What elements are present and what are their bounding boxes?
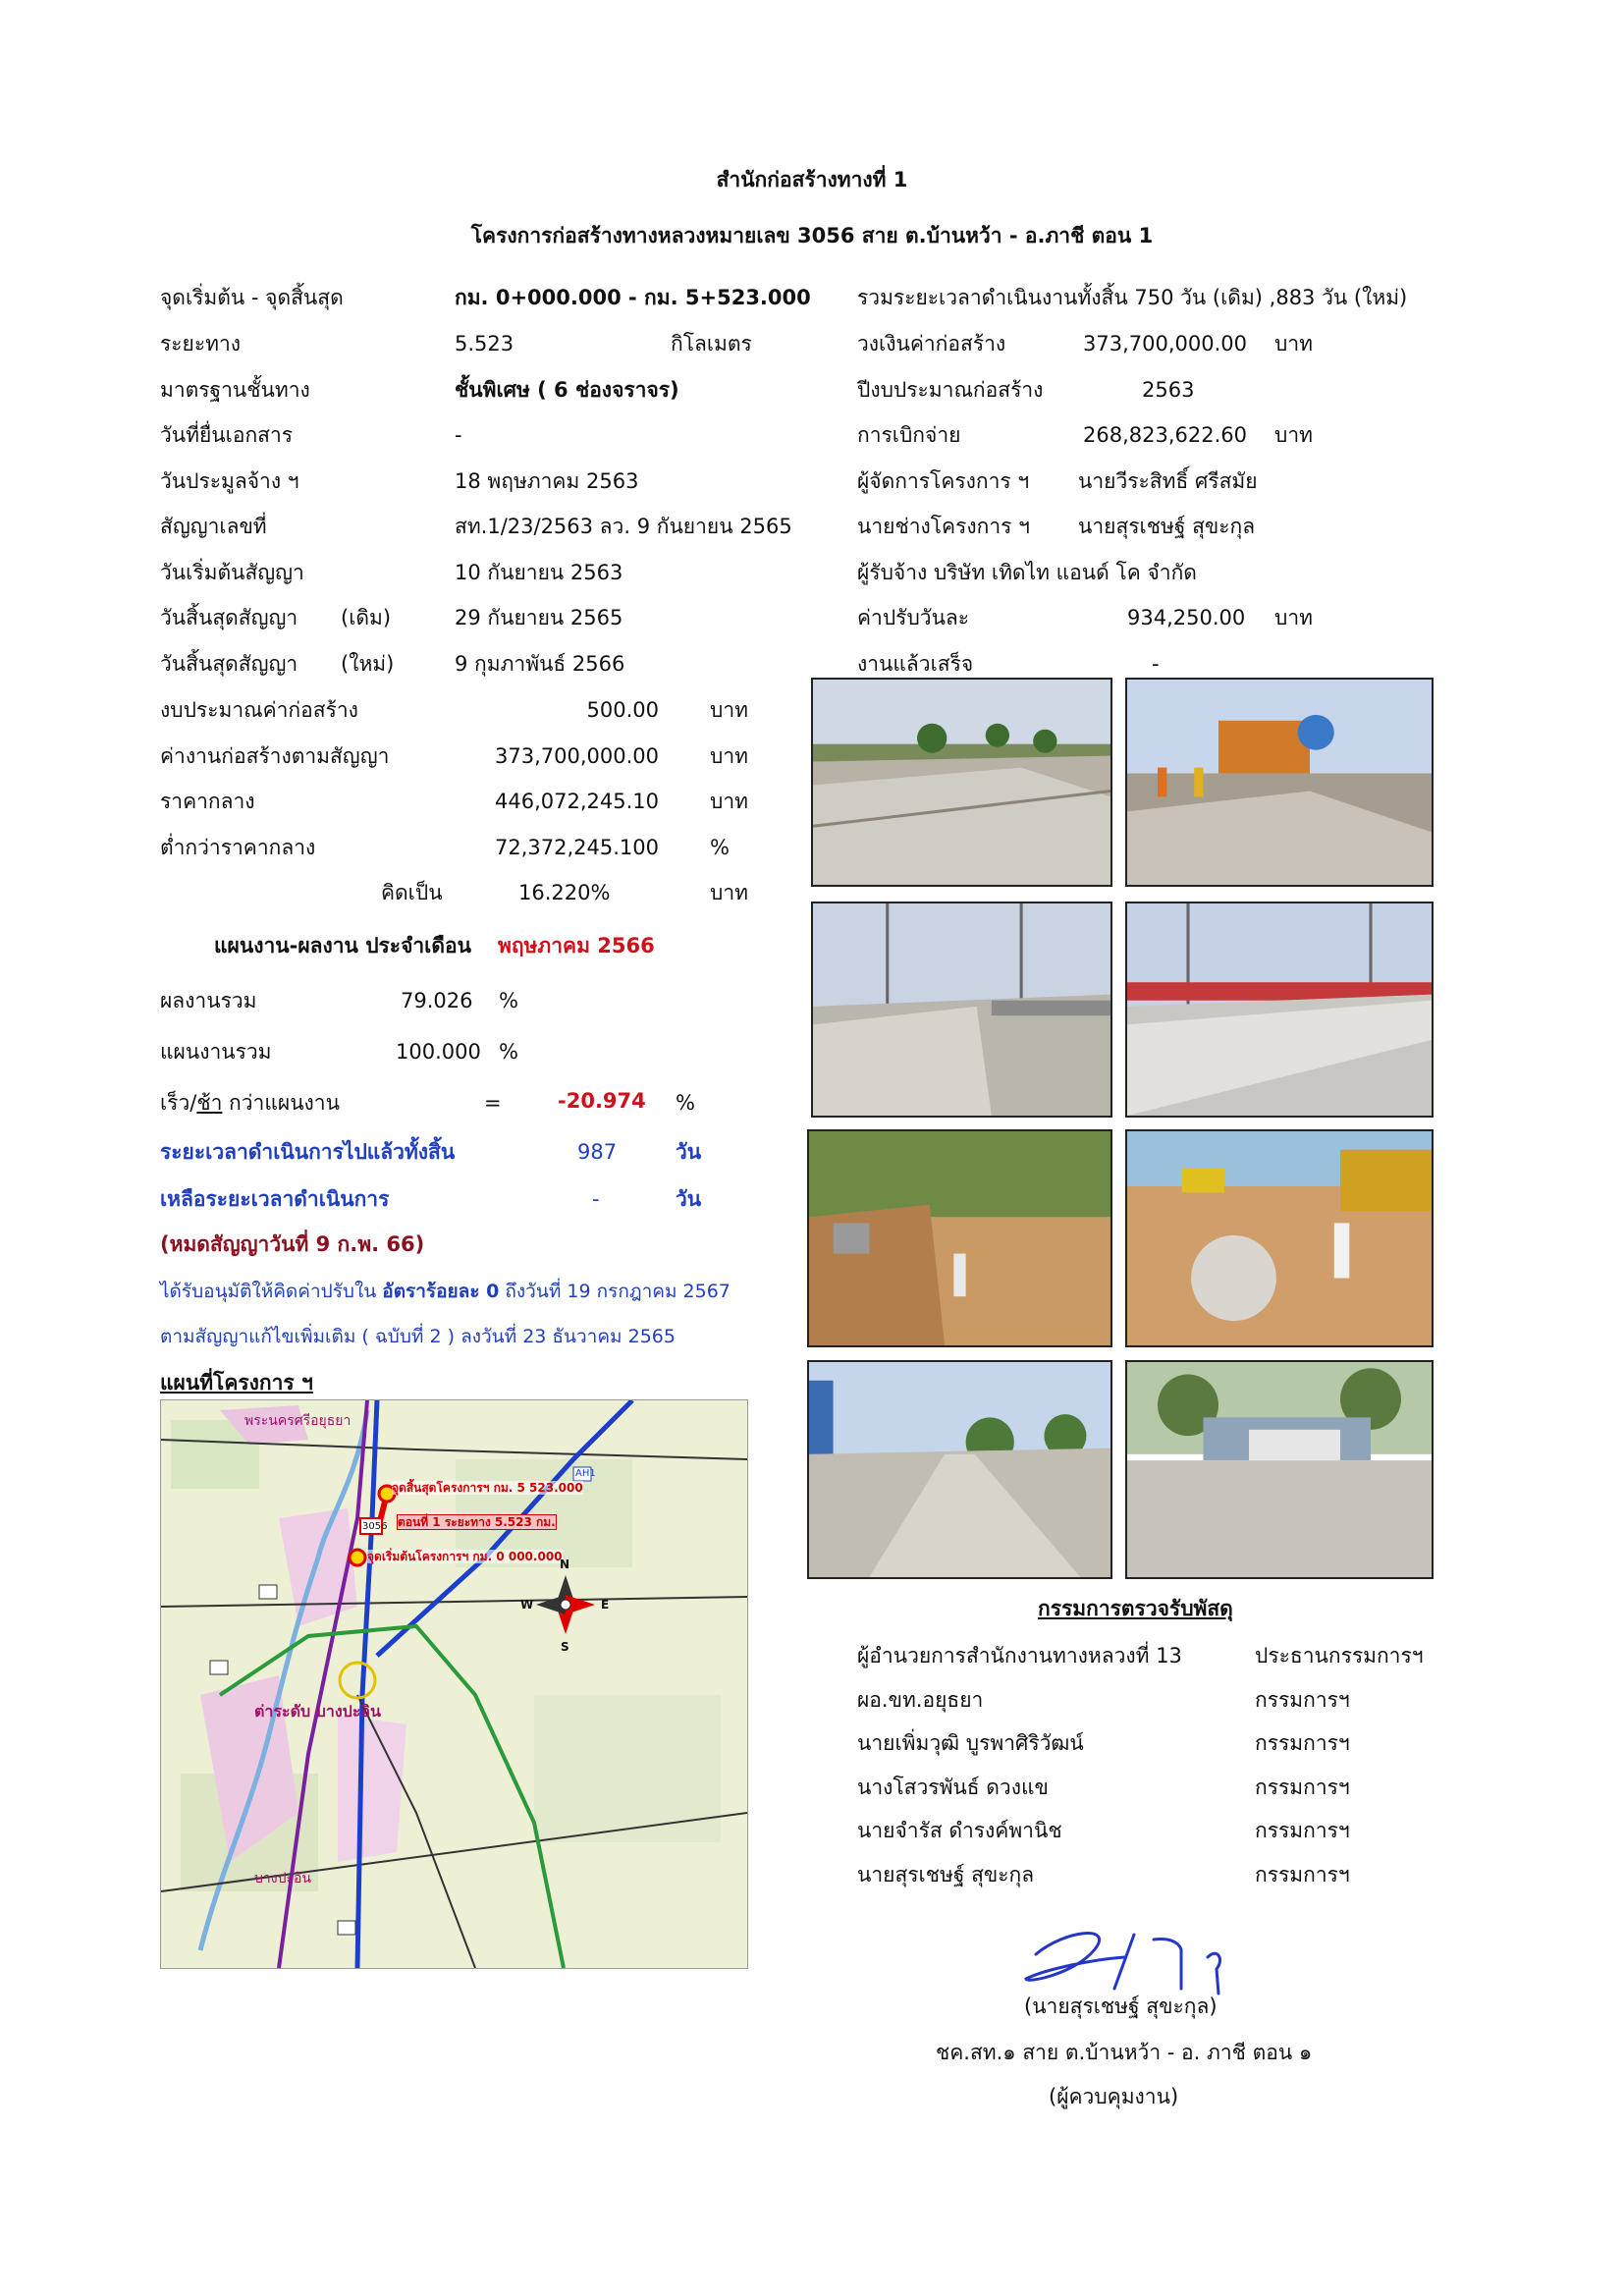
map-highway-label: AH1 [575, 1468, 596, 1479]
budget-label: ค่างานก่อสร้างตามสัญญา [160, 744, 390, 768]
info-label: จุดเริ่มต้น - จุดสิ้นสุด [160, 286, 344, 309]
info-label: การเบิกจ่าย [857, 423, 961, 447]
info-value: สท.1/23/2563 ลว. 9 กันยายน 2565 [455, 515, 792, 538]
budget-label: คิดเป็น [381, 881, 443, 904]
budget-unit: บาท [710, 790, 748, 813]
info-label-qualifier: (เดิม) [341, 606, 392, 629]
info-label: วงเงินค่าก่อสร้าง [857, 332, 1006, 355]
progress-planned-label: แผนงานรวม [160, 1040, 272, 1064]
info-label: วันสิ้นสุดสัญญา [160, 606, 298, 629]
map-compass-e: E [601, 1598, 610, 1612]
info-value: 29 กันยายน 2565 [455, 606, 623, 629]
office-title: สำนักก่อสร้างทางที่ 1 [716, 168, 908, 191]
map-end-point-label: จุดสิ้นสุดโครงการฯ กม. 5 523.000 [392, 1481, 583, 1495]
plan-month: พฤษภาคม 2566 [498, 934, 655, 957]
budget-unit: บาท [710, 744, 748, 768]
map-heading: แผนที่โครงการ ฯ [160, 1371, 313, 1394]
info-value: 934,250.00 [1127, 606, 1246, 629]
handwritten-signature [1006, 1920, 1242, 1998]
info-value: 10 กันยายน 2563 [455, 561, 623, 584]
approval-date: ถึงวันที่ 19 กรกฎาคม 2567 [499, 1281, 731, 1302]
map-route-label: 3056 [362, 1521, 388, 1532]
diff-label-slow: ช้า [196, 1091, 223, 1115]
map-compass-n: N [560, 1558, 570, 1571]
info-label-qualifier: (ใหม่) [341, 652, 395, 676]
committee-member-name: นางโสวรพันธ์ ดวงแข [857, 1776, 1049, 1799]
info-label: ระยะทาง [160, 332, 242, 355]
site-photo [811, 678, 1112, 887]
info-value: - [455, 423, 462, 447]
info-label: ปีงบประมาณก่อสร้าง [857, 378, 1044, 402]
site-photo [807, 1129, 1112, 1347]
budget-label: งบประมาณค่าก่อสร้าง [160, 698, 358, 722]
info-value: 373,700,000.00 [1083, 332, 1247, 355]
committee-member-role: กรรมการฯ [1255, 1688, 1350, 1712]
info-value: นายวีระสิทธิ์ ศรีสมัย [1078, 469, 1258, 493]
budget-unit: บาท [710, 881, 748, 904]
info-label: ค่าปรับวันละ [857, 606, 970, 629]
committee-title: กรรมการตรวจรับพัสดุ [1038, 1597, 1233, 1620]
info-label: มาตรฐานชั้นทาง [160, 378, 310, 402]
site-photo [811, 902, 1112, 1118]
info-label: วันเริ่มต้นสัญญา [160, 561, 304, 584]
budget-value: 500.00 [586, 698, 659, 722]
plan-header: แผนงาน-ผลงาน ประจำเดือน [214, 934, 471, 957]
duration-elapsed-value: 987 [577, 1140, 618, 1164]
signature-position: ชค.สท.๑ สาย ต.บ้านหว้า - อ. ภาชี ตอน ๑ [936, 2041, 1313, 2064]
approval-note-2: ตามสัญญาแก้ไขเพิ่มเติม ( ฉบับที่ 2 ) ลงวันที่ 23 ธันวาคม 2565 [160, 1326, 676, 1347]
contract-expire-note: (หมดสัญญาวันที่ 9 ก.พ. 66) [160, 1232, 425, 1256]
site-photo [1125, 902, 1434, 1118]
info-value: กม. 0+000.000 - กม. 5+523.000 [455, 286, 811, 309]
info-label: วันสิ้นสุดสัญญา [160, 652, 298, 676]
progress-diff-equals: = [484, 1091, 502, 1115]
site-photo [1125, 1129, 1434, 1347]
info-unit: กิโลเมตร [671, 332, 752, 355]
info-unit: บาท [1274, 606, 1313, 629]
info-label: งานแล้วเสร็จ [857, 652, 974, 676]
info-unit: บาท [1274, 332, 1313, 355]
info-value: นายสุรเชษฐ์ สุขะกุล [1078, 515, 1256, 538]
info-label: สัญญาเลขที่ [160, 515, 267, 538]
budget-label: ราคากลาง [160, 790, 255, 813]
map-compass-s: S [561, 1640, 569, 1654]
budget-value: 373,700,000.00 [495, 744, 659, 768]
info-label: รวมระยะเวลาดำเนินงานทั้งสิ้น 750 วัน (เดิม) ,883 วัน (ใหม่) [857, 286, 1408, 309]
map-start-point-label: จุดเริ่มต้นโครงการฯ กม. 0 000.000 [367, 1550, 563, 1563]
progress-actual-label: ผลงานรวม [160, 989, 257, 1012]
committee-member-role: กรรมการฯ [1255, 1776, 1350, 1799]
map-compass-w: W [520, 1598, 534, 1612]
committee-member-role: กรรมการฯ [1255, 1731, 1350, 1755]
duration-remaining-label: เหลือระยะเวลาดำเนินการ [160, 1187, 390, 1211]
budget-value: 16.220% [518, 881, 611, 904]
info-label: วันประมูลจ้าง ฯ [160, 469, 299, 493]
info-value: - [1152, 652, 1160, 676]
progress-planned-value: 100.000 [396, 1040, 481, 1064]
site-photo [807, 1360, 1112, 1579]
info-value: 2563 [1142, 378, 1195, 402]
committee-member-name: นายจำรัส ดำรงค์พานิช [857, 1819, 1062, 1842]
diff-label-rest: กว่าแผนงาน [222, 1091, 340, 1115]
duration-remaining-value: - [592, 1187, 600, 1211]
project-title: โครงการก่อสร้างทางหลวงหมายเลข 3056 สาย ต.บ้านหว้า - อ.ภาชี ตอน 1 [470, 224, 1154, 247]
signature-name: (นายสุรเชษฐ์ สุขะกุล) [1024, 1995, 1218, 2018]
committee-member-name: นายสุรเชษฐ์ สุขะกุล [857, 1863, 1035, 1886]
budget-unit: บาท [710, 698, 748, 722]
info-value: 268,823,622.60 [1083, 423, 1247, 447]
info-label: นายช่างโครงการ ฯ [857, 515, 1030, 538]
committee-member-name: ผอ.ขท.อยุธยา [857, 1688, 984, 1712]
info-label: ผู้รับจ้าง บริษัท เทิดไท แอนด์ โค จำกัด [857, 561, 1197, 584]
map-district-label: ต่าระดับ บางปะอิน [254, 1702, 381, 1721]
diff-label-fast: เร็ว/ [160, 1091, 197, 1115]
approval-text: ได้รับอนุมัติให้คิดค่าปรับใน [160, 1281, 383, 1302]
map-town-label: พระนครศรีอยุธยา [244, 1413, 352, 1429]
progress-diff-value: -20.974 [558, 1089, 646, 1113]
approval-note-1 [160, 1279, 731, 1304]
budget-label: ต่ำกว่าราคากลาง [160, 836, 316, 859]
budget-value: 72,372,245.100 [495, 836, 659, 859]
project-map [160, 1399, 748, 1969]
info-value: ชั้นพิเศษ ( 6 ช่องจราจร) [455, 378, 679, 402]
map-section-label: ตอนที่ 1 ระยะทาง 5.523 กม. [398, 1515, 556, 1529]
info-unit: บาท [1274, 423, 1313, 447]
approval-rate: อัตราร้อยละ 0 [382, 1281, 500, 1302]
budget-unit: % [710, 836, 730, 859]
site-photo [1125, 1360, 1434, 1579]
progress-diff-unit: % [676, 1091, 695, 1115]
committee-member-role: กรรมการฯ [1255, 1819, 1350, 1842]
committee-member-role: ประธานกรรมการฯ [1255, 1644, 1424, 1667]
duration-elapsed-label: ระยะเวลาดำเนินการไปแล้วทั้งสิ้น [160, 1140, 456, 1164]
progress-diff-label [160, 1090, 340, 1116]
progress-actual-value: 79.026 [401, 989, 473, 1012]
progress-actual-unit: % [499, 989, 518, 1012]
committee-member-name: นายเพิ่มวุฒิ บูรพาศิริวัฒน์ [857, 1731, 1084, 1755]
info-value: 9 กุมภาพันธ์ 2566 [455, 652, 625, 676]
duration-remaining-unit: วัน [676, 1187, 702, 1211]
signature-role: (ผู้ควบคุมงาน) [1049, 2085, 1179, 2108]
info-value: 5.523 [455, 332, 514, 355]
info-label: วันที่ยื่นเอกสาร [160, 423, 294, 447]
duration-elapsed-unit: วัน [676, 1140, 702, 1164]
progress-planned-unit: % [499, 1040, 518, 1064]
committee-member-role: กรรมการฯ [1255, 1863, 1350, 1886]
map-town-label: บางปะอิน [254, 1871, 311, 1886]
budget-value: 446,072,245.10 [495, 790, 659, 813]
info-label: ผู้จัดการโครงการ ฯ [857, 469, 1030, 493]
committee-member-name: ผู้อำนวยการสำนักงานทางหลวงที่ 13 [857, 1644, 1182, 1667]
site-photo [1125, 678, 1434, 887]
info-value: 18 พฤษภาคม 2563 [455, 469, 639, 493]
